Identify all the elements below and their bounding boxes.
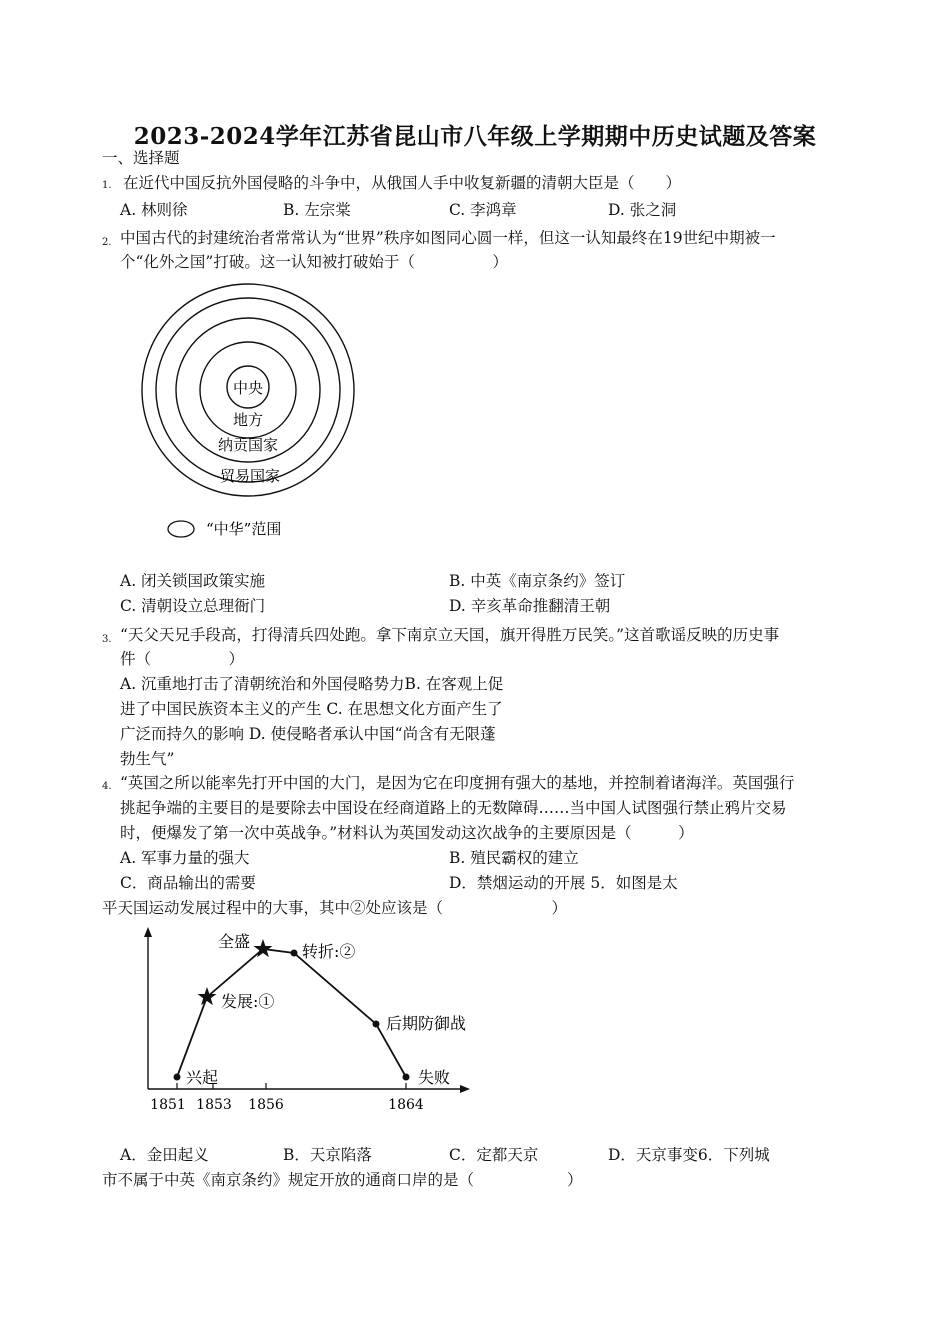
tick-label-1856: 1856 [248, 1097, 284, 1113]
question-stem: 件（ ） [120, 650, 245, 668]
tick-label-1851: 1851 [150, 1097, 186, 1113]
point-rise-dot [174, 1074, 181, 1081]
question-stem: 在近代中国反抗外国侵略的斗争中，从俄国人手中收复新疆的清朝大臣是（ ） [123, 174, 682, 192]
option-a: A. 军事力量的强大 [120, 849, 250, 867]
legend-ellipse-icon [168, 521, 194, 537]
tick-label-1864: 1864 [388, 1097, 424, 1113]
option-d: D．禁烟运动的开展 5．如图是太 [449, 874, 678, 892]
question-stem: 中国古代的封建统治者常常认为“世界”秩序如图同心圆一样，但这一认知最终在19世纪中期被一 [120, 229, 776, 247]
option-d: D．天京事变6．下列城 [608, 1146, 770, 1164]
option-a: A. 林则徐 [120, 201, 188, 219]
trend-line [177, 949, 406, 1077]
label-rise: 兴起 [186, 1068, 219, 1087]
option-b: B．天京陷落 [283, 1146, 372, 1164]
question-stem: “天父天兄手段高，打得清兵四处跑。拿下南京立天国，旗开得胜万民笑。”这首歌谣反映的历史事 [120, 626, 780, 644]
question-stem: 时，便爆发了第一次中英战争。”材料认为英国发动这次战争的主要原因是（ ） [120, 824, 694, 842]
label-develop: 发展:① [221, 992, 275, 1011]
question-stem: 挑起争端的主要目的是要除去中国设在经商道路上的无数障碍……当中国人试图强行禁止鸦片交易 [120, 799, 787, 817]
tick-label-1853: 1853 [196, 1097, 232, 1113]
taiping-timeline-diagram [140, 925, 480, 1120]
option-b: B. 左宗棠 [283, 201, 351, 219]
label-defense: 后期防御战 [386, 1014, 467, 1033]
option-c: C．定都天京 [449, 1146, 539, 1164]
option-b: B. 中英《南京条约》签订 [449, 572, 626, 590]
point-fail-dot [403, 1074, 410, 1081]
question-stem: 市不属于中英《南京条约》规定开放的通商口岸的是（ ） [102, 1171, 583, 1189]
legend-label: “中华”范围 [206, 520, 282, 538]
question-stem: “英国之所以能率先打开中国的大门，是因为它在印度拥有强大的基地，并控制着诸海洋。英国强行 [120, 774, 795, 792]
y-axis-arrow-icon [144, 927, 152, 937]
question-stem: 平天国运动发展过程中的大事，其中②处应该是（ ） [102, 899, 568, 917]
option-line: A. 沉重地打击了清朝统治和外国侵略势力B. 在客观上促 [120, 675, 504, 693]
option-a: A．金田起义 [120, 1146, 209, 1164]
option-c: C. 清朝设立总理衙门 [120, 597, 266, 615]
point-turn-dot [291, 950, 298, 957]
label-turn: 转折:② [302, 942, 356, 961]
question-stem: 个“化外之国”打破。这一认知被打破始于（ ） [120, 253, 508, 271]
label-fail: 失败 [418, 1068, 451, 1087]
section-heading: 一、选择题 [102, 149, 180, 167]
label-peak: 全盛 [218, 932, 251, 951]
page-title: 2023-2024学年江苏省昆山市八年级上学期期中历史试题及答案 [133, 123, 817, 150]
question-number: 3. [102, 634, 112, 645]
question-number: 1. [102, 180, 112, 191]
label-tributary: 纳贡国家 [217, 436, 279, 454]
option-d: D. 辛亥革命推翻清王朝 [449, 597, 611, 615]
point-defense-dot [373, 1021, 380, 1028]
option-c: C．商品输出的需要 [120, 874, 256, 892]
point-develop-star-icon [198, 987, 217, 1005]
option-a: A. 闭关锁国政策实施 [120, 572, 266, 590]
label-center: 中央 [232, 379, 264, 397]
option-line: 广泛而持久的影响 D. 使侵略者承认中国“尚含有无限蓬 [120, 725, 496, 743]
option-line: 勃生气” [120, 750, 175, 768]
label-trade: 贸易国家 [219, 467, 281, 485]
option-d: D. 张之洞 [608, 201, 677, 219]
x-axis-arrow-icon [460, 1085, 470, 1093]
option-b: B. 殖民霸权的建立 [449, 849, 579, 867]
option-c: C. 李鸿章 [449, 201, 517, 219]
question-number: 2. [102, 237, 112, 248]
question-number: 4. [102, 781, 112, 792]
option-line: 进了中国民族资本主义的产生 C. 在思想文化方面产生了 [120, 700, 503, 718]
concentric-circles-diagram [130, 280, 370, 550]
label-local: 地方 [232, 411, 264, 429]
